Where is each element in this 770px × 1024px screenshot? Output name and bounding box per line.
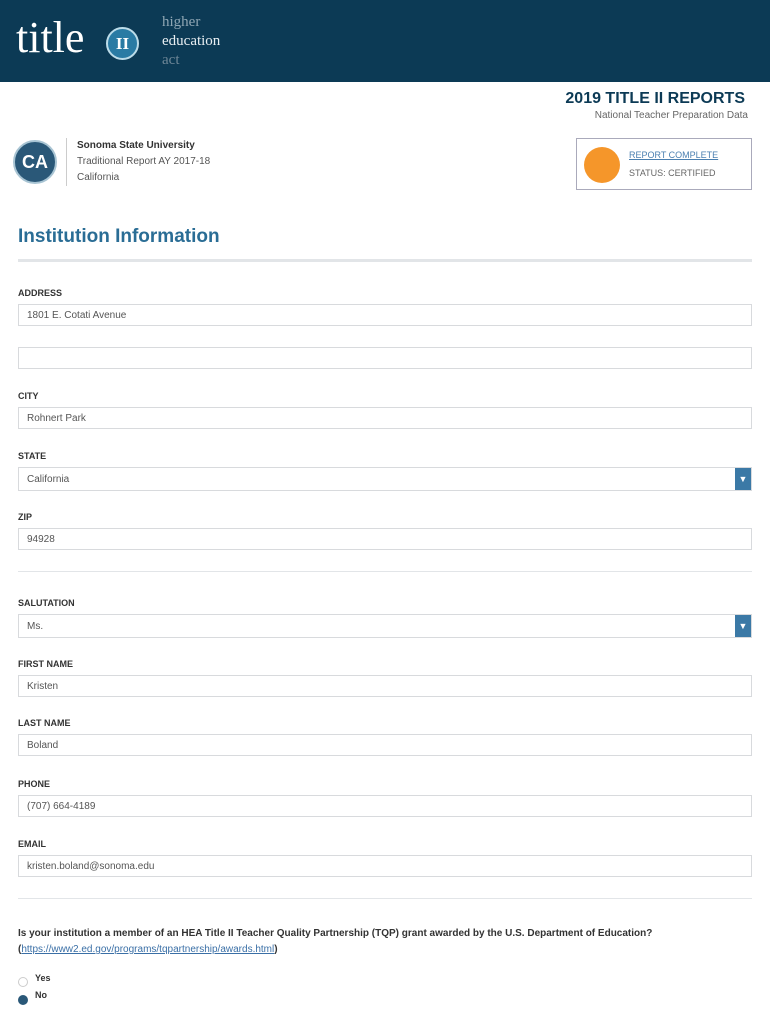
tqp-radio-no-label[interactable]: No <box>35 990 47 1000</box>
tqp-radio-yes[interactable] <box>18 977 28 987</box>
brand-line-education: education <box>162 33 221 49</box>
city-input[interactable] <box>18 407 752 429</box>
header-banner <box>0 0 770 82</box>
section-divider <box>18 259 752 262</box>
report-subtitle: National Teacher Preparation Data <box>594 110 748 121</box>
status-text: STATUS: CERTIFIED <box>629 168 716 178</box>
tqp-question-text: Is your institution a member of an HEA Title II Teacher Quality Partnership (TQP) grant awarded by the U.S. Department of Education? <box>18 928 653 939</box>
state-select[interactable] <box>18 467 752 491</box>
tqp-awards-link[interactable]: https://www2.ed.gov/programs/tqpartnership/awards.html <box>21 944 275 955</box>
brand-line-higher: higher <box>162 14 201 30</box>
brand-logo-tagline <box>162 13 220 70</box>
salutation-label: SALUTATION <box>18 598 75 608</box>
salutation-select-value: Ms. <box>27 621 44 632</box>
first-name-label: FIRST NAME <box>18 659 73 669</box>
zip-input[interactable] <box>18 528 752 550</box>
report-type: Traditional Report AY 2017-18 <box>77 156 211 167</box>
zip-label: ZIP <box>18 512 33 522</box>
address-line1-input[interactable] <box>18 304 752 326</box>
email-input[interactable] <box>18 855 752 877</box>
city-label: CITY <box>18 391 39 401</box>
brand-line-act: act <box>162 52 180 68</box>
report-title: 2019 TITLE II REPORTS <box>565 90 745 107</box>
tqp-link-close: ) <box>274 944 278 955</box>
address-label: ADDRESS <box>18 288 63 298</box>
tqp-link-open: ( <box>18 944 22 955</box>
state-badge: CA <box>13 140 57 184</box>
last-name-input[interactable] <box>18 734 752 756</box>
state-select-value: California <box>27 474 70 485</box>
first-name-input[interactable] <box>18 675 752 697</box>
brand-logo-word: title <box>16 13 85 62</box>
status-indicator-icon <box>584 147 620 183</box>
institution-info <box>66 138 210 186</box>
tqp-radio-yes-label[interactable]: Yes <box>35 973 51 983</box>
chevron-down-icon[interactable]: ▼ <box>735 615 751 637</box>
phone-label: PHONE <box>18 779 51 789</box>
last-name-label: LAST NAME <box>18 718 71 728</box>
tqp-radio-no[interactable] <box>18 995 28 1005</box>
tqp-question <box>18 926 752 958</box>
institution-name: Sonoma State University <box>77 140 195 151</box>
report-complete-link[interactable]: REPORT COMPLETE <box>629 150 719 160</box>
chevron-down-icon[interactable]: ▼ <box>735 468 751 490</box>
address-line2-input[interactable] <box>18 347 752 369</box>
email-label: EMAIL <box>18 839 46 849</box>
brand-logo-badge: II <box>106 27 139 60</box>
form-divider <box>18 571 752 572</box>
salutation-select[interactable] <box>18 614 752 638</box>
report-status-box <box>576 138 752 190</box>
state-label: STATE <box>18 451 47 461</box>
section-title: Institution Information <box>18 226 220 247</box>
institution-state: California <box>77 172 120 183</box>
form-divider <box>18 898 752 899</box>
phone-input[interactable] <box>18 795 752 817</box>
